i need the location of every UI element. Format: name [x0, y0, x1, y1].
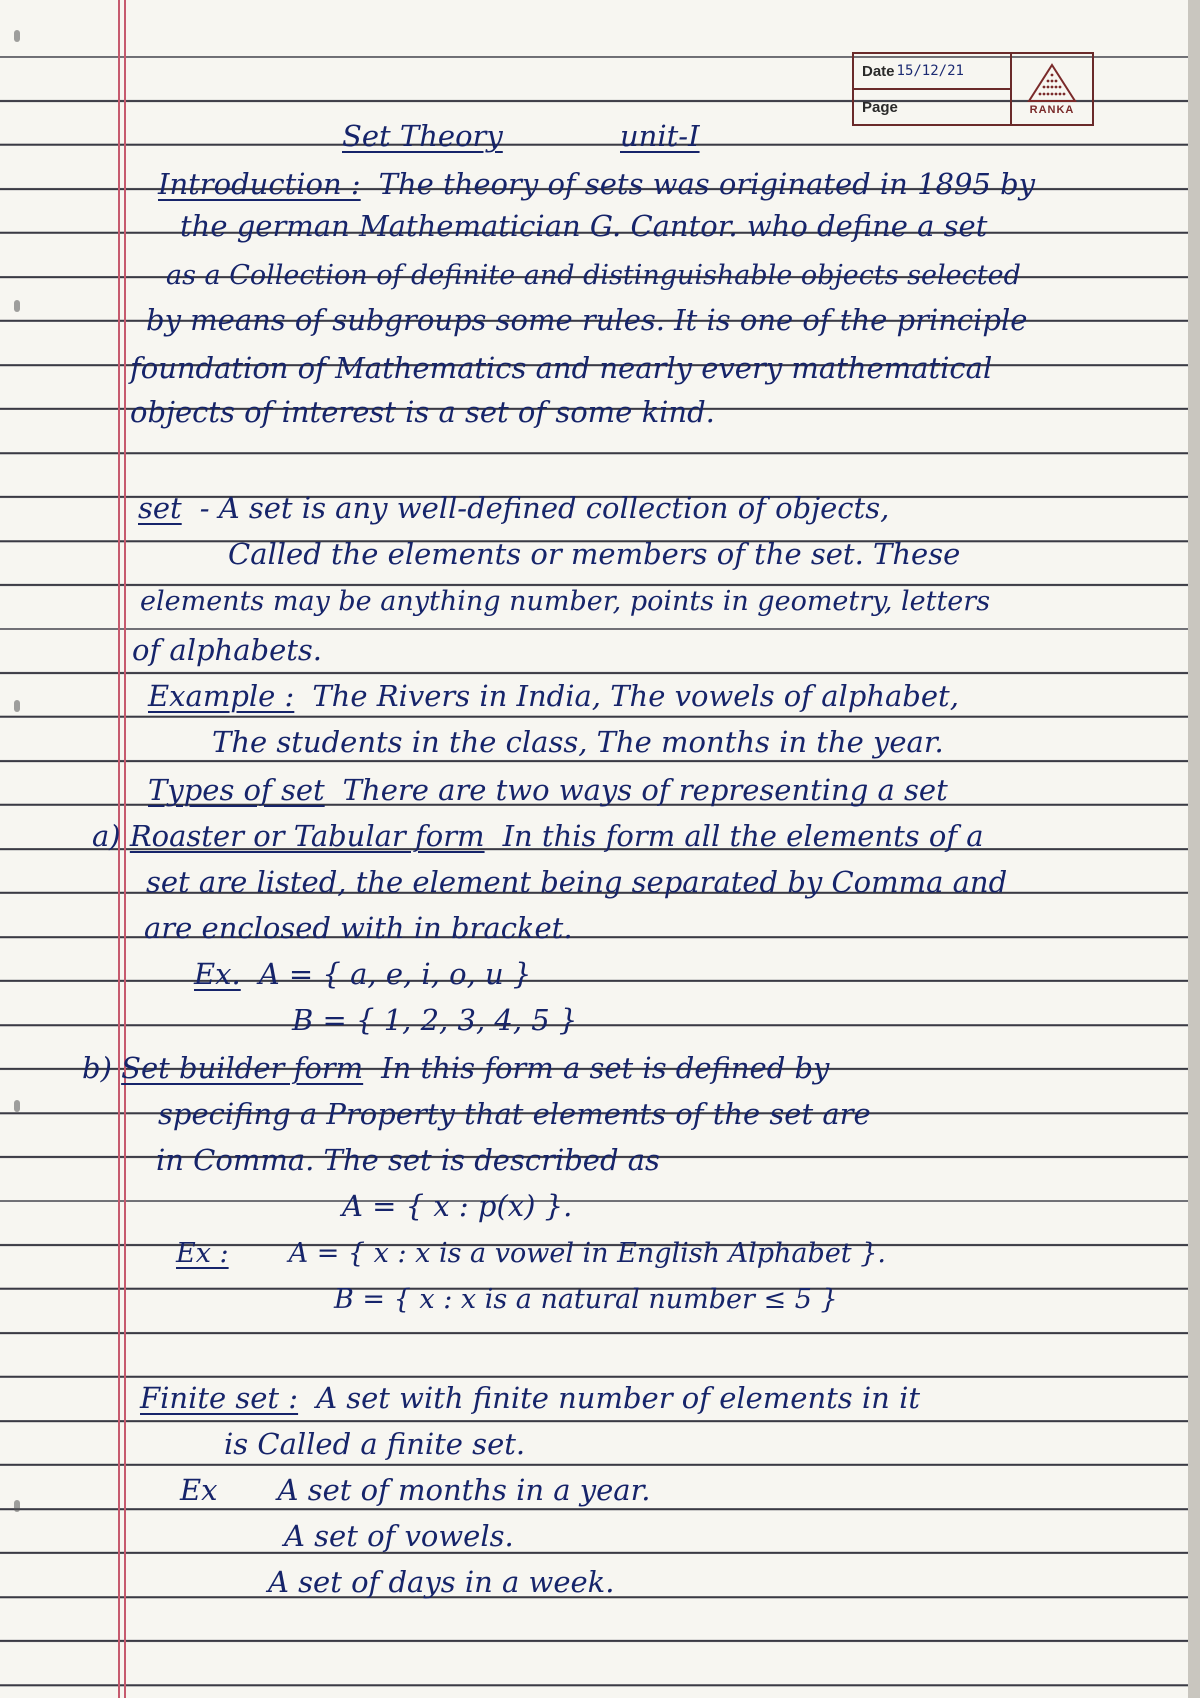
page-edge [1188, 0, 1200, 1698]
date-value: 15/12/21 [896, 63, 964, 79]
punch-mark [14, 700, 20, 712]
intro-line-5: foundation of Mathematics and nearly every mathematical [130, 351, 993, 385]
finite-example-3: A set of days in a week. [268, 1565, 615, 1599]
punch-mark [14, 300, 20, 312]
roaster-example-b: B = { 1, 2, 3, 4, 5 } [292, 1003, 578, 1037]
intro-line-2: the german Mathematician G. Cantor. who define a set [180, 209, 988, 243]
intro-line-4: by means of subgroups some rules. It is one of the principle [146, 303, 1028, 337]
example-line-2: The students in the class, The months in the year. [212, 725, 944, 759]
roaster-example-a: Ex. A = { a, e, i, o, u } [194, 957, 532, 991]
builder-example-b: B = { x : x is a natural number ≤ 5 } [334, 1284, 838, 1315]
roaster-line-1: a) Roaster or Tabular form In this form all the elements of a [92, 819, 984, 853]
intro-line-1: Introduction : The theory of sets was originated in 1895 by [158, 167, 1036, 201]
intro-line-6: objects of interest is a set of some kind. [130, 395, 715, 429]
builder-line-3: in Comma. The set is described as [156, 1143, 660, 1177]
set-def-line-3: elements may be anything number, points in geometry, letters [140, 586, 991, 617]
finite-line-2: is Called a finite set. [224, 1427, 526, 1461]
builder-line-2: specifing a Property that elements of the set are [158, 1097, 871, 1131]
set-def-line-4: of alphabets. [132, 633, 322, 667]
unit-label: unit-I [620, 119, 700, 153]
punch-mark [14, 30, 20, 42]
page-label: Page [862, 98, 898, 116]
date-label: Date [862, 62, 895, 80]
page-title: Set Theory [342, 119, 503, 153]
set-def-line-1: set - A set is any well-defined collection of objects, [138, 491, 890, 525]
builder-formula: A = { x : p(x) }. [342, 1189, 573, 1223]
builder-example-a: Ex : A = { x : x is a vowel in English Alphabet }. [176, 1238, 886, 1269]
types-label: Types of set [148, 773, 325, 807]
roaster-line-2: set are listed, the element being separated by Comma and [146, 865, 1008, 899]
roaster-line-3: are enclosed with in bracket. [144, 911, 573, 945]
punch-mark [14, 1500, 20, 1512]
brand-logo [1012, 54, 1092, 124]
types-line: Types of set There are two ways of representing a set [148, 773, 948, 807]
finite-line-1: Finite set : A set with finite number of elements in it [140, 1381, 920, 1415]
set-label: set [138, 491, 182, 525]
builder-marker: b) [82, 1051, 112, 1085]
roaster-marker: a) [92, 819, 121, 853]
finite-example-2: A set of vowels. [284, 1519, 514, 1553]
finite-example-1: Ex A set of months in a year. [180, 1473, 651, 1507]
finite-label: Finite set : [140, 1381, 299, 1415]
builder-ex-label: Ex : [176, 1238, 229, 1269]
example-label: Example : [148, 679, 295, 713]
date-page-box [852, 52, 1094, 126]
punch-mark [14, 1100, 20, 1112]
intro-label: Introduction : [158, 167, 361, 201]
brand-name: RANKA [1029, 103, 1075, 116]
example-line-1: Example : The Rivers in India, The vowels of alphabet, [148, 679, 959, 713]
intro-line-3: as a Collection of definite and distinguishable objects selected [166, 260, 1021, 291]
roaster-label: Roaster or Tabular form [129, 819, 485, 853]
set-def-line-2: Called the elements or members of the set. These [228, 537, 961, 571]
builder-label: Set builder form [121, 1051, 364, 1085]
triangle-logo-icon [1027, 63, 1077, 103]
roaster-ex-label: Ex. [194, 957, 241, 991]
finite-ex-label: Ex [180, 1473, 218, 1507]
builder-line-1: b) Set builder form In this form a set is defined by [82, 1051, 830, 1085]
